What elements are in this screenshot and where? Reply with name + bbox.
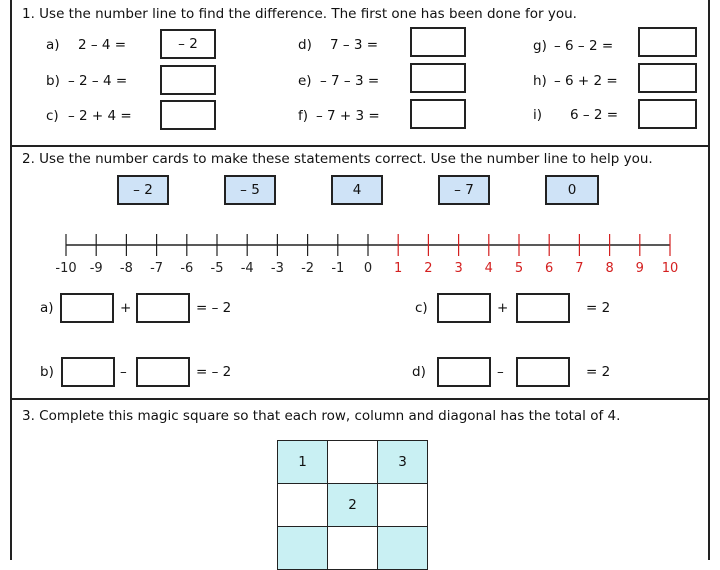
q1-g-label: g)	[533, 38, 547, 54]
number-card[interactable]: – 5	[224, 175, 276, 205]
q1-b-expr: – 2 – 4 =	[68, 73, 128, 89]
q1-i-label: i)	[533, 107, 543, 123]
number-line-tick-label: 8	[605, 261, 614, 276]
number-line-tick-label: 5	[514, 261, 524, 276]
q1-d-label: d)	[298, 37, 312, 53]
q1-d-answer-box[interactable]	[410, 27, 466, 57]
number-line-tick-label: 7	[575, 261, 584, 276]
q1-c-answer-box[interactable]	[160, 100, 216, 130]
section-divider	[10, 145, 710, 147]
number-line-tick-label: 10	[661, 261, 679, 276]
number-line	[0, 220, 720, 280]
number-line-tick-label: -6	[180, 261, 194, 276]
q1-e-expr: – 7 – 3 =	[320, 73, 380, 89]
statement-d-operator: –	[497, 364, 504, 380]
number-line-tick-label: 6	[545, 261, 554, 276]
number-line-tick-label: -7	[150, 261, 164, 276]
statement-a-box-2[interactable]	[136, 293, 190, 323]
statement-c-operator: +	[497, 300, 509, 316]
statement-b-box-2[interactable]	[136, 357, 190, 387]
q1-h-label: h)	[533, 73, 547, 89]
q1-e-answer-box[interactable]	[410, 63, 466, 93]
q2-title: 2. Use the number cards to make these statements correct. Use the number line to help you.	[22, 151, 653, 167]
statement-d-box-2[interactable]	[516, 357, 570, 387]
number-line-tick-label: -3	[270, 261, 284, 276]
number-line-tick-label: 3	[454, 261, 463, 276]
statement-b-label: b)	[40, 364, 54, 380]
q1-f-answer-box[interactable]	[410, 99, 466, 129]
number-line-tick-label: -2	[301, 261, 315, 276]
section-divider	[10, 398, 710, 400]
q1-e-label: e)	[298, 73, 312, 89]
statement-d-result: = 2	[586, 364, 611, 380]
number-card[interactable]: – 7	[438, 175, 490, 205]
statement-c-box-1[interactable]	[437, 293, 491, 323]
number-line-tick-label: 9	[635, 261, 644, 276]
number-line-tick-label: -10	[55, 261, 77, 276]
magic-square-cell[interactable]	[377, 483, 428, 527]
statement-b-operator: –	[120, 364, 127, 380]
q1-a-expr: 2 – 4 =	[78, 37, 127, 53]
q1-a-label: a)	[46, 37, 60, 53]
number-line-tick-label: 4	[484, 261, 493, 276]
q1-g-expr: – 6 – 2 =	[554, 38, 614, 54]
q1-b-label: b)	[46, 73, 60, 89]
number-card[interactable]: 4	[331, 175, 383, 205]
number-line-tick-label: 0	[363, 261, 373, 276]
magic-square-cell[interactable]	[327, 440, 378, 484]
magic-square-cell[interactable]: 2	[327, 483, 378, 527]
magic-square-cell[interactable]	[277, 526, 328, 570]
number-line-tick-label: -8	[119, 261, 133, 276]
magic-square-cell[interactable]	[377, 526, 428, 570]
statement-b-result: = – 2	[196, 364, 232, 380]
q1-f-expr: – 7 + 3 =	[316, 108, 380, 124]
statement-a-result: = – 2	[196, 300, 232, 316]
number-line-tick-label: -5	[210, 261, 224, 276]
q1-d-expr: 7 – 3 =	[330, 37, 379, 53]
q1-i-answer-box[interactable]	[638, 99, 697, 129]
q1-a-answer-box[interactable]: – 2	[160, 29, 216, 59]
magic-square-cell[interactable]	[277, 483, 328, 527]
magic-square-cell[interactable]: 3	[377, 440, 428, 484]
statement-b-box-1[interactable]	[61, 357, 115, 387]
q1-b-answer-box[interactable]	[160, 65, 216, 95]
statement-c-result: = 2	[586, 300, 611, 316]
q3-title: 3. Complete this magic square so that each row, column and diagonal has the total of 4.	[22, 408, 621, 424]
q1-g-answer-box[interactable]	[638, 27, 697, 57]
statement-a-label: a)	[40, 300, 54, 316]
q1-c-expr: – 2 + 4 =	[68, 108, 132, 124]
statement-a-operator: +	[120, 300, 132, 316]
number-line-tick-label: 1	[394, 261, 403, 276]
magic-square-cell[interactable]: 1	[277, 440, 328, 484]
number-line-tick-label: -1	[331, 261, 345, 276]
number-card[interactable]: – 2	[117, 175, 169, 205]
number-card[interactable]: 0	[545, 175, 599, 205]
statement-d-label: d)	[412, 364, 426, 380]
number-line-tick-label: 2	[424, 261, 433, 276]
statement-a-box-1[interactable]	[60, 293, 114, 323]
q1-i-expr: 6 – 2 =	[570, 107, 619, 123]
number-line-tick-label: -9	[89, 261, 103, 276]
q1-f-label: f)	[298, 108, 309, 124]
q1-c-label: c)	[46, 108, 59, 124]
q1-h-expr: – 6 + 2 =	[554, 73, 618, 89]
number-line-tick-label: -4	[240, 261, 254, 276]
statement-c-box-2[interactable]	[516, 293, 570, 323]
magic-square-cell[interactable]	[327, 526, 378, 570]
q1-h-answer-box[interactable]	[638, 63, 697, 93]
statement-d-box-1[interactable]	[437, 357, 491, 387]
q1-title: 1. Use the number line to find the difference. The first one has been done for you.	[22, 6, 577, 22]
statement-c-label: c)	[415, 300, 428, 316]
